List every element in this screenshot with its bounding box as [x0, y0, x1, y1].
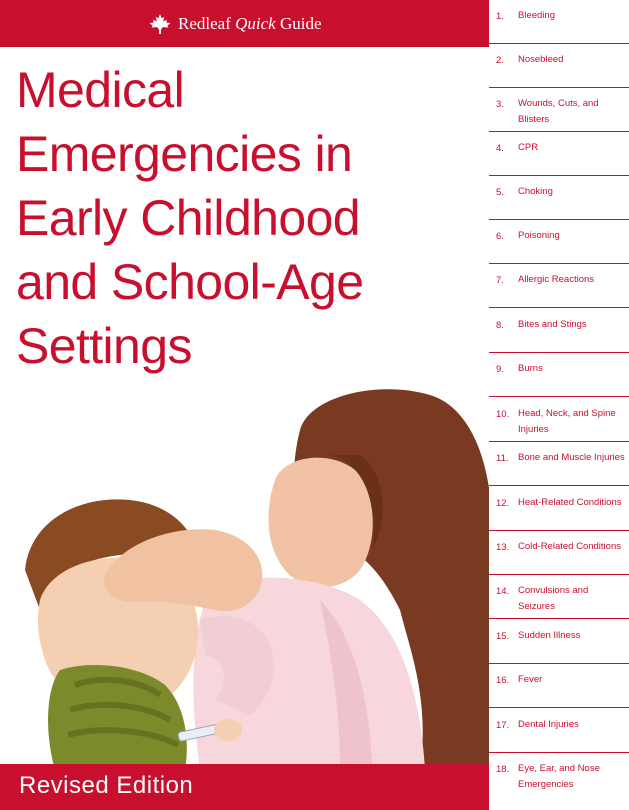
chapter-title: Burns — [518, 363, 543, 374]
chapter-title: Choking — [518, 186, 553, 197]
title-line: Early Childhood — [16, 190, 360, 246]
brand-bar — [0, 0, 489, 47]
chapter-number: 8. — [496, 320, 504, 331]
chapter-item — [489, 220, 629, 264]
chapter-title: Bleeding — [518, 10, 555, 21]
chapter-item — [489, 309, 629, 353]
title-line: Settings — [16, 318, 192, 374]
chapter-item — [489, 0, 629, 44]
chapter-number: 12. — [496, 498, 510, 509]
chapter-title: Bites and Stings — [518, 319, 587, 330]
chapter-title: Heat-Related Conditions — [518, 497, 622, 508]
book-title — [16, 58, 486, 378]
chapter-number: 11. — [496, 453, 509, 464]
chapter-number: 4. — [496, 143, 504, 154]
edition-label: Revised Edition — [19, 772, 194, 799]
chapter-title: Bone and Muscle Injuries — [518, 452, 625, 463]
chapter-title: Fever — [518, 674, 543, 685]
woman-face — [268, 458, 372, 587]
divider — [489, 307, 629, 308]
chapter-item — [489, 44, 629, 88]
chapter-item — [489, 709, 629, 753]
chapter-item — [489, 487, 629, 531]
title-line: and School-Age — [16, 254, 364, 310]
maple-leaf-icon — [148, 13, 172, 35]
title-line: Emergencies in — [16, 126, 353, 182]
chapter-number: 18. — [496, 764, 510, 775]
chapter-number: 1. — [496, 11, 504, 22]
chapter-title: Poisoning — [518, 230, 560, 241]
cover-photo — [0, 370, 489, 770]
chapter-item — [489, 753, 629, 810]
chapter-number: 17. — [496, 720, 510, 731]
chapter-number: 2. — [496, 55, 504, 66]
chapter-number: 6. — [496, 231, 504, 242]
divider — [489, 396, 629, 397]
title-line: Medical — [16, 62, 185, 118]
chapter-number: 9. — [496, 364, 504, 375]
chapter-number: 10. — [496, 409, 510, 420]
chapter-item — [489, 264, 629, 308]
chapter-number: 7. — [496, 275, 504, 286]
divider — [489, 618, 629, 619]
chapter-item — [489, 176, 629, 220]
chapter-item — [489, 531, 629, 575]
chapter-item — [489, 442, 629, 486]
publisher-name: Redleaf Quick Guide — [178, 14, 322, 33]
chapter-number: 16. — [496, 675, 510, 686]
chapter-title: CPR — [518, 142, 539, 153]
chapter-list — [489, 0, 629, 810]
chapter-title: Allergic Reactions — [518, 274, 595, 285]
chapter-number: 5. — [496, 187, 504, 198]
chapter-item — [489, 398, 629, 442]
chapter-title: Head, Neck, and Spine Injuries — [518, 408, 616, 435]
chapter-title: Cold-Related Conditions — [518, 541, 621, 552]
publisher-logo — [148, 10, 322, 38]
edition-bar — [0, 764, 489, 810]
chapter-title: Nosebleed — [518, 54, 564, 65]
chapter-title: Sudden Illness — [518, 630, 581, 641]
chapter-number: 15. — [496, 631, 510, 642]
chapter-title: Eye, Ear, and Nose Emergencies — [518, 763, 600, 790]
divider — [489, 485, 629, 486]
chapter-item — [489, 664, 629, 708]
divider — [489, 707, 629, 708]
chapter-number: 3. — [496, 99, 504, 110]
chapter-item — [489, 620, 629, 664]
chapter-item — [489, 88, 629, 132]
chapter-number: 13. — [496, 542, 510, 553]
chapter-item — [489, 132, 629, 176]
chapter-number: 14. — [496, 586, 510, 597]
chapter-item — [489, 353, 629, 397]
chapter-title: Convulsions and Seizures — [518, 585, 589, 612]
chapter-title: Dental Injuries — [518, 719, 579, 730]
chapter-item — [489, 575, 629, 619]
chapter-title: Wounds, Cuts, and Blisters — [518, 98, 599, 125]
